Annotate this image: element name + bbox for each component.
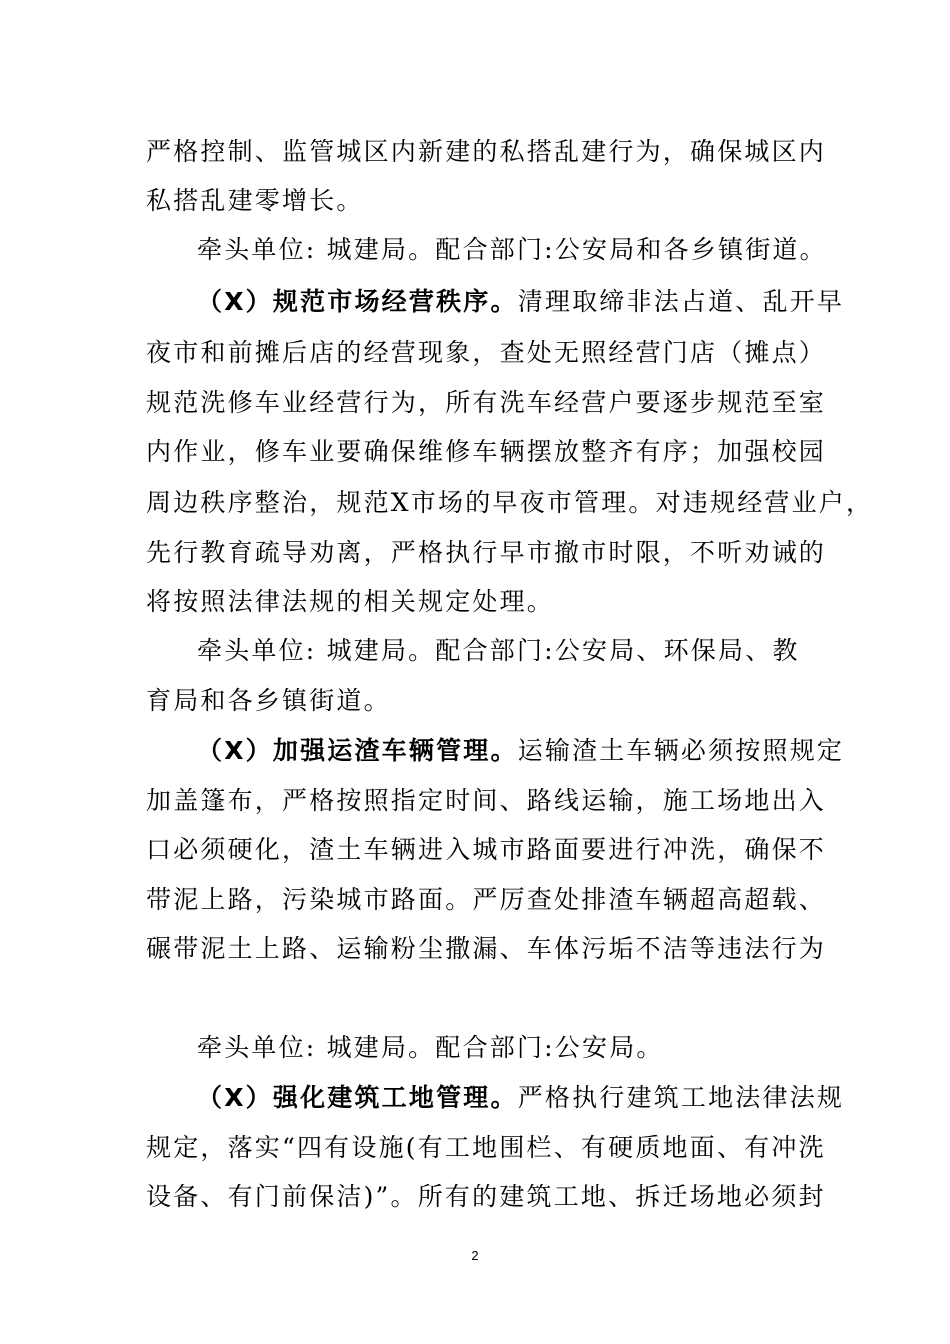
page-number: 2 (471, 1248, 479, 1263)
paragraph-line: 带泥上路，污染城市路面。严厉查处排渣车辆超高超载、 (146, 885, 827, 914)
paragraph-line: 规定，落实“四有设施(有工地围栏、有硬质地面、有冲洗 (146, 1133, 826, 1162)
lead-unit-line: 牵头单位: 城建局。配合部门:公安局和各乡镇街道。 (197, 235, 827, 264)
paragraph-line: 夜市和前摊后店的经营现象，查处无照经营门店（摊点） (146, 338, 827, 367)
paragraph-line: 内作业，修车业要确保维修车辆摆放整齐有序；加强校园 (146, 437, 827, 466)
paragraph-line: 私搭乱建零增长。 (146, 186, 364, 215)
section-heading-line (197, 1081, 844, 1115)
paragraph-line: 设备、有门前保洁)”。所有的建筑工地、拆迁场地必须封 (146, 1182, 826, 1211)
section-heading: （X）规范市场经营秩序。 (197, 287, 518, 316)
section-text: 运输渣土车辆必须按照规定 (517, 736, 845, 765)
section-heading-line (197, 285, 844, 319)
paragraph-line: 规范洗修车业经营行为，所有洗车经营户要逐步规范至室 (146, 388, 827, 417)
section-heading: （X）加强运渣车辆管理。 (197, 736, 518, 765)
paragraph-line: 碾带泥土上路、运输粉尘撒漏、车体污垢不洁等违法行为 (146, 934, 827, 963)
section-text: 清理取缔非法占道、乱开早 (517, 287, 845, 316)
paragraph-line: 先行教育疏导劝离，严格执行早市撤市时限，不听劝诫的 (146, 538, 827, 567)
section-text: 严格执行建筑工地法律法规 (517, 1083, 845, 1112)
paragraph-line: 育局和各乡镇街道。 (146, 686, 391, 715)
paragraph-line: 严格控制、监管城区内新建的私搭乱建行为，确保城区内 (146, 137, 827, 166)
paragraph-line: 加盖篷布，严格按照指定时间、路线运输，施工场地出入 (146, 786, 827, 815)
paragraph-line: 将按照法律法规的相关规定处理。 (146, 587, 555, 616)
paragraph-line: 周边秩序整治，规范X市场的早夜市管理。对违规经营业户， (146, 488, 874, 517)
lead-unit-line: 牵头单位: 城建局。配合部门:公安局、环保局、教 (197, 636, 800, 665)
lead-unit-line: 牵头单位: 城建局。配合部门:公安局。 (197, 1033, 664, 1062)
section-heading: （X）强化建筑工地管理。 (197, 1083, 518, 1112)
paragraph-line: 口必须硬化，渣土车辆进入城市路面要进行冲洗，确保不 (146, 835, 827, 864)
section-heading-line (197, 734, 844, 768)
